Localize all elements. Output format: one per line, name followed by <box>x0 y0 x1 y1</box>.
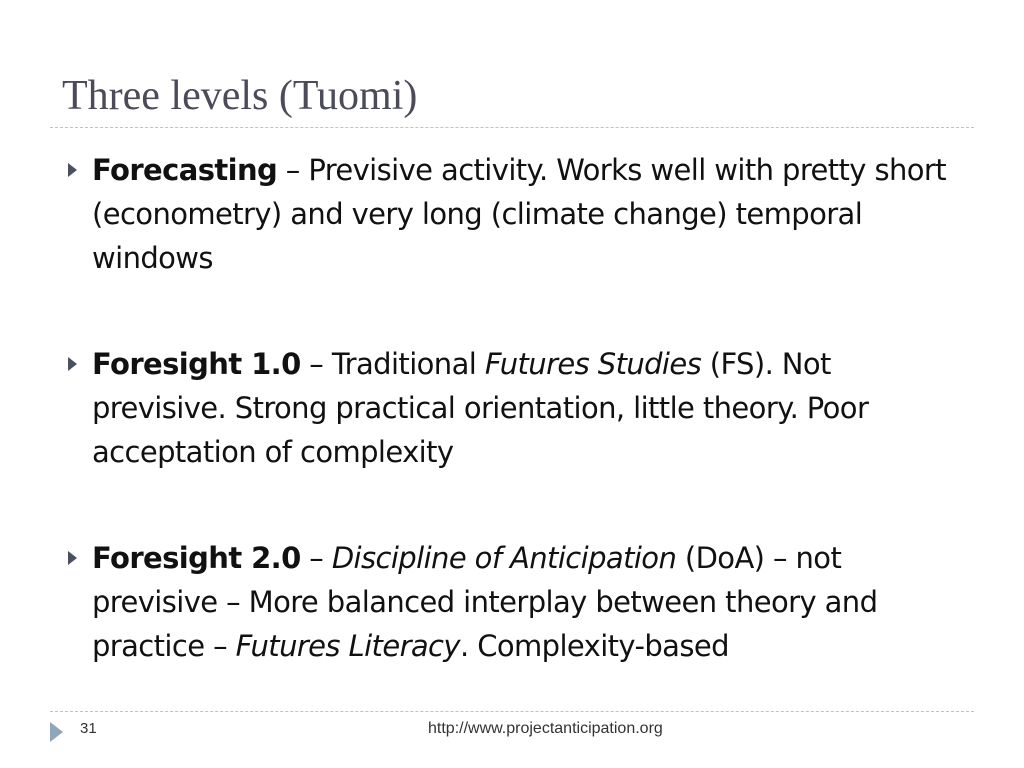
bullet-item-forecasting <box>62 148 962 280</box>
bullet-item-foresight-1 <box>62 342 962 474</box>
bullet-item-foresight-2 <box>62 536 962 668</box>
bullet-body-b: (FS). Not previsive. Strong practical orientation, little theory. Poor acceptation of complexity <box>92 347 869 469</box>
title-divider <box>50 127 974 128</box>
bullet-text <box>92 536 952 668</box>
bullet-italic-term-b: Futures Literacy <box>235 629 460 663</box>
bullet-triangle-icon <box>68 551 77 565</box>
footer-url: http://www.projectanticipation.org <box>428 720 663 737</box>
footer-divider <box>50 711 974 712</box>
slide-title: Three levels (Tuomi) <box>62 73 418 119</box>
bullet-italic-term: Futures Studies <box>484 347 702 381</box>
bullet-triangle-icon <box>68 163 77 177</box>
bullet-body: Previsive activity. Works well with pretty short (econometry) and very long (climate change) temporal windows <box>92 153 947 275</box>
bullet-term: Foresight 1.0 <box>92 347 301 381</box>
slide-number: 31 <box>80 720 97 737</box>
bullet-separator: – <box>277 153 309 187</box>
bullet-body-a: Traditional <box>331 347 485 381</box>
bullet-term: Foresight 2.0 <box>92 541 301 575</box>
bullet-separator: – <box>300 347 332 381</box>
bullet-separator: – <box>300 541 332 575</box>
bullet-text <box>92 148 952 280</box>
bullet-text <box>92 342 952 474</box>
footer-triangle-icon <box>50 722 63 742</box>
bullet-triangle-icon <box>68 357 77 371</box>
bullet-term: Forecasting <box>92 153 278 187</box>
bullet-body-b: . Complexity-based <box>459 629 729 663</box>
bullet-body-a: (DoA) – not previsive – More balanced interplay between theory and practice – <box>92 541 878 663</box>
bullet-italic-term-a: Discipline of Anticipation <box>331 541 677 575</box>
